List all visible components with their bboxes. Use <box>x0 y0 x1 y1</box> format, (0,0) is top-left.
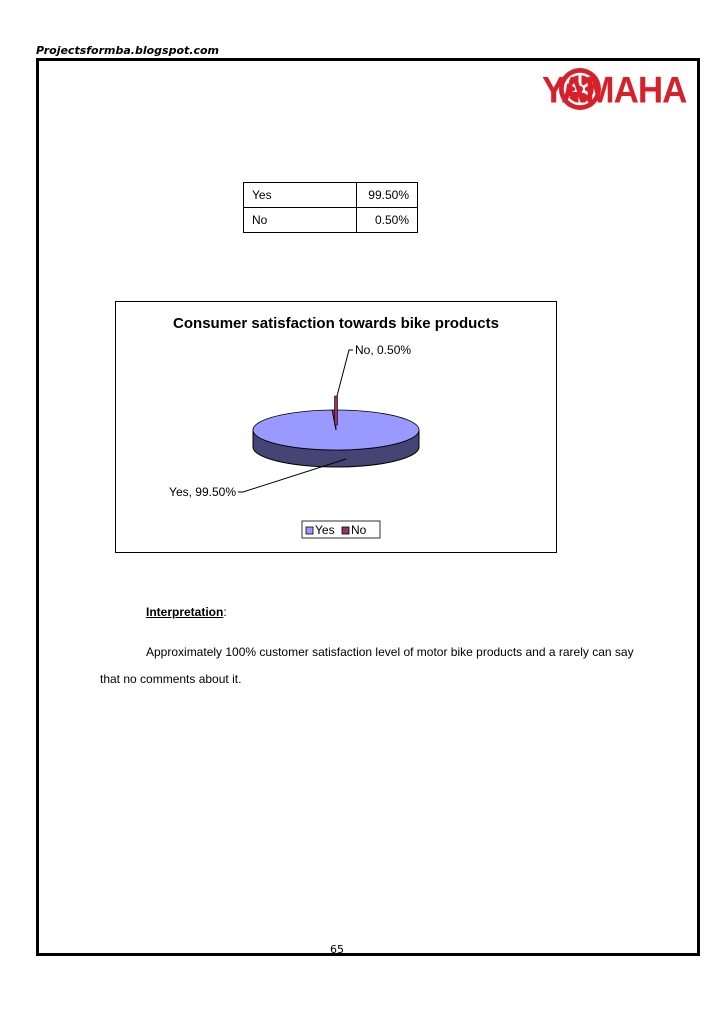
table-row <box>244 183 418 208</box>
legend-swatch-yes <box>306 527 313 534</box>
table-cell-label: Yes <box>244 183 357 208</box>
table-cell-label: No <box>244 208 357 233</box>
interpretation-title: Interpretation <box>146 605 224 619</box>
data-label-no: No, 0.50% <box>355 343 412 357</box>
pie-chart <box>115 301 557 553</box>
interpretation-text: Approximately 100% customer satisfaction level of motor bike products and a rarely can say that no comments about it. <box>100 645 634 686</box>
table-cell-value: 0.50% <box>357 208 418 233</box>
chart-title: Consumer satisfaction towards bike products <box>173 315 499 332</box>
leader-line-no <box>337 350 353 396</box>
pie-chart-svg <box>116 302 556 552</box>
legend-box <box>302 521 380 538</box>
table-cell-value: 99.50% <box>357 183 418 208</box>
legend-label-yes: Yes <box>315 523 335 537</box>
yamaha-logo: YAMAHA <box>542 70 687 111</box>
table-row <box>244 208 418 233</box>
legend-swatch-no <box>342 527 349 534</box>
interpretation-colon: : <box>223 605 227 619</box>
data-label-yes: Yes, 99.50% <box>169 485 236 499</box>
interpretation-heading <box>146 605 227 619</box>
site-url: Projectsformba.blogspot.com <box>36 44 219 57</box>
page-number: 65 <box>330 943 344 956</box>
legend-label-no: No <box>351 523 367 537</box>
response-table <box>243 182 418 233</box>
pie-slice-no-sliver <box>335 396 338 425</box>
